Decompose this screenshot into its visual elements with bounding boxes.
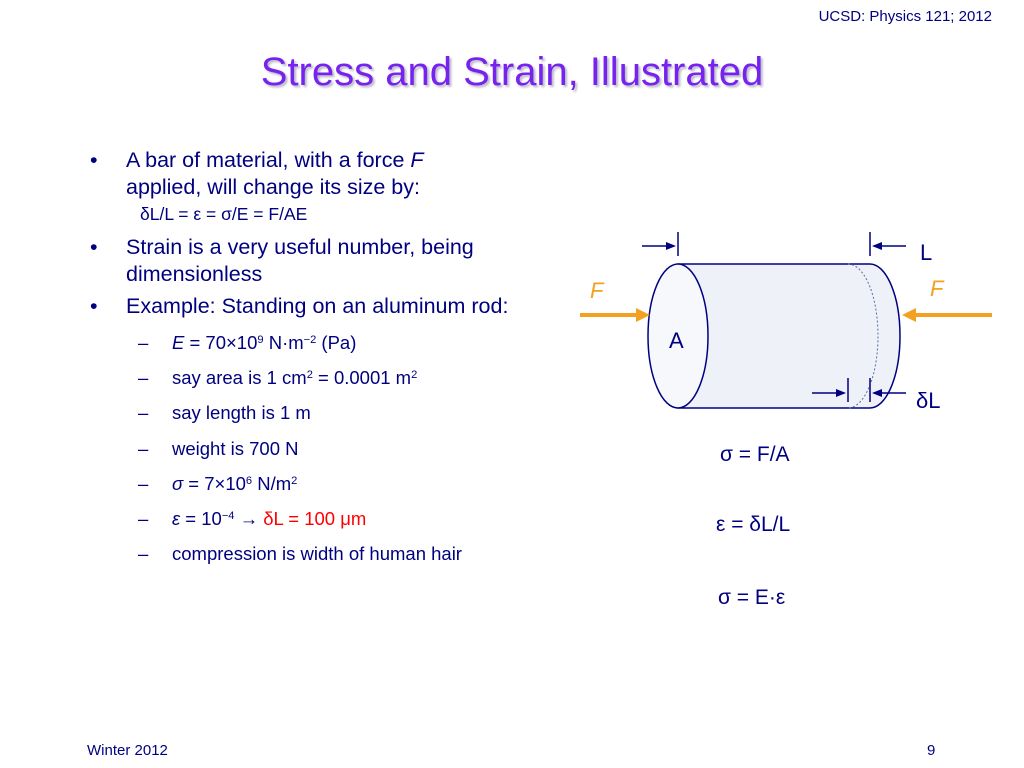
force-arrowhead-left (636, 308, 650, 322)
strain-formula: δL/L = ε = σ/E = F/AE (140, 204, 308, 225)
sub-item-weight: – weight is 700 N (138, 437, 299, 459)
bullet-dot: • (90, 235, 98, 259)
sub-item-modulus: – $E = 70\times 10^9$ $N\cdot m^{-2}$ (Pa) (138, 331, 357, 353)
bullet-dot: • (90, 294, 98, 319)
equation-strain: ε = δL/L (716, 513, 791, 536)
length-arrowhead-left (666, 242, 676, 250)
area-label: A (669, 328, 684, 353)
length-arrowhead-right (872, 242, 882, 250)
bar-diagram (570, 220, 1010, 440)
bullet-list (90, 147, 600, 578)
slide-title: Stress and Strain, Illustrated (260, 50, 764, 94)
force-label-right: F (930, 276, 944, 301)
sub-item-stress: – $\sigma = 7\times 10^6$ $N/m^2$ (138, 472, 298, 494)
force-label-left: F (590, 278, 604, 303)
equation-hooke: σ = E·ε (718, 586, 786, 609)
course-header: UCSD: Physics 121; 2012 (818, 8, 992, 25)
compression-result: δL = 100 μm (263, 507, 367, 529)
bullet-strain-text: Strain is a very useful number, being dimensionless (126, 235, 474, 286)
bullet-force-text2: applied, will change its size by: (126, 174, 420, 199)
page-number: 9 (927, 742, 936, 759)
equation-stress: σ = F/A (720, 443, 790, 466)
force-arrowhead-right (902, 308, 916, 322)
length-label: L (920, 240, 933, 265)
delta-length-label: δL (916, 388, 941, 413)
force-symbol: F (410, 148, 424, 172)
bullet-force-text: A bar of material, with a force (126, 148, 411, 172)
sub-item-area: – say area is 1 $cm^2 = 0.0001$ $m^2$ (138, 367, 418, 389)
cylinder-body (678, 264, 900, 408)
modulus-symbol: E (172, 331, 185, 353)
sub-item-hair: – compression is width of human hair (138, 543, 462, 565)
bullet-example (90, 293, 600, 320)
bullet-strain (90, 234, 600, 287)
sub-item-strain-result: – $\varepsilon = 10^{-4} \to \delta L = 100$ μm (138, 507, 367, 529)
bullet-force (90, 147, 600, 200)
bullet-example-text: Example: Standing on an aluminum rod: (126, 294, 509, 319)
footer-term: Winter 2012 (87, 742, 168, 759)
bullet-dot: • (90, 148, 98, 172)
sub-item-length: – say length is 1 m (138, 402, 311, 424)
